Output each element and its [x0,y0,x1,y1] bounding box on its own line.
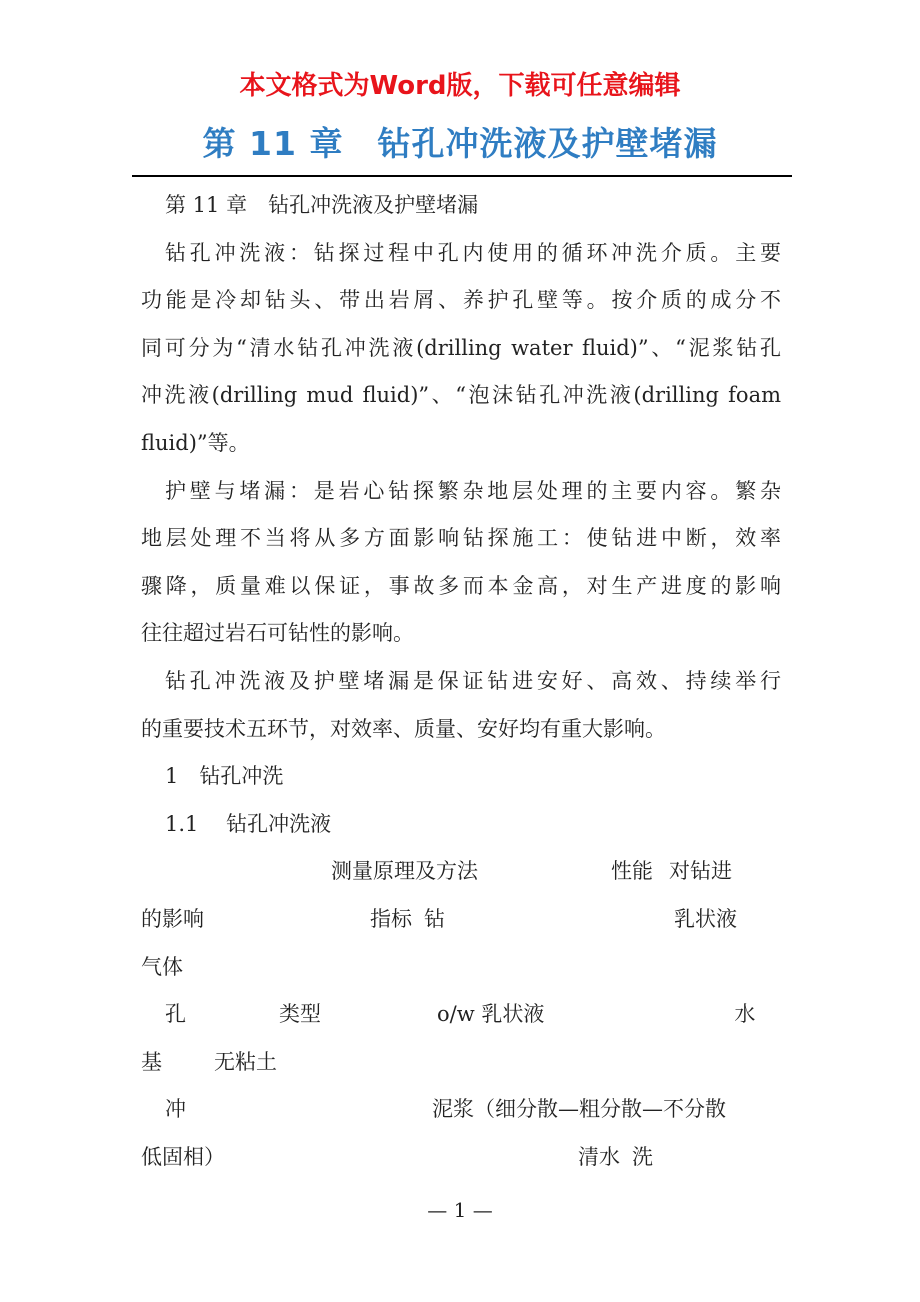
table-fragment: 对钻进 [669,859,732,884]
paragraph-line: 的重要技术五环节，对效率、质量、安好均有重大影响。 [141,716,666,741]
table-fragment-row [141,944,781,992]
table-fragment-row [141,991,781,1039]
table-fragment-row [141,848,781,896]
table-fragment-row [141,896,781,944]
table-fragment: 冲 [165,1097,186,1122]
table-fragment: 测量原理及方法 [331,859,478,884]
document-title: 第 11 章 钻孔冲洗液及护壁堵漏 [202,124,718,163]
table-fragment: 乳状液 [674,906,737,931]
paragraph-line: 地层处理不当将从多方面影响钻探施工：使钻进中断，效率 [141,526,781,551]
paragraph-line: 同可分为“清水钻孔冲洗液(drilling water fluid)”、“泥浆钻孔 [141,335,781,360]
table-fragment-row [141,1039,781,1087]
title-divider [132,175,792,177]
table-fragment: 清水 [578,1144,620,1169]
table-fragment: 泥浆（细分散—粗分散—不分散 [432,1097,726,1122]
table-fragment: 性能 [611,859,653,884]
table-fragment: 气体 [141,954,183,979]
chapter-heading: 第 11 章 钻孔冲洗液及护壁堵漏 [165,193,479,217]
table-fragment: 类型 [279,1002,321,1027]
paragraph-line: 功能是冷却钻头、带出岩屑、养护孔壁等。按介质的成分不 [141,288,781,313]
section-heading: 1 钻孔冲洗 [165,764,284,789]
subsection-heading: 1.1 钻孔冲洗液 [165,811,332,836]
table-fragment-row [141,1086,781,1134]
paragraph-line: 钻孔冲洗液：钻探过程中孔内使用的循环冲洗介质。主要 [165,240,781,265]
table-fragment: 的影响 [141,906,204,931]
paragraph-line: 骤降，质量难以保证，事故多而本金高，对生产进度的影响 [141,573,781,598]
table-fragment: 洗 [632,1144,653,1169]
table-fragment: 水 [734,1002,756,1027]
table-fragment: 钻 [424,906,445,931]
table-fragment: 无粘土 [214,1049,277,1074]
table-fragment: 孔 [165,1002,186,1027]
document-body [141,182,781,1181]
paragraph-line: 往往超过岩石可钻性的影响。 [141,621,414,646]
table-fragment: o/w 乳状液 [437,1002,545,1027]
page-number: — 1 — [427,1198,493,1222]
paragraph-line: 钻孔冲洗液及护壁堵漏是保证钻进安好、高效、持续举行 [165,668,781,693]
paragraph-line: 护壁与堵漏：是岩心钻探繁杂地层处理的主要内容。繁杂 [165,478,781,503]
paragraph-line: 冲洗液(drilling mud fluid)”、“泡沫钻孔冲洗液(drilling foam [141,383,781,408]
download-banner: 本文格式为Word版，下载可任意编辑 [239,71,681,101]
table-fragment: 指标 [370,906,412,931]
table-fragment-row [141,1134,781,1182]
table-fragment: 基 [141,1049,162,1074]
table-fragment: 低固相） [141,1144,225,1169]
paragraph-line: fluid)”等。 [141,430,250,455]
